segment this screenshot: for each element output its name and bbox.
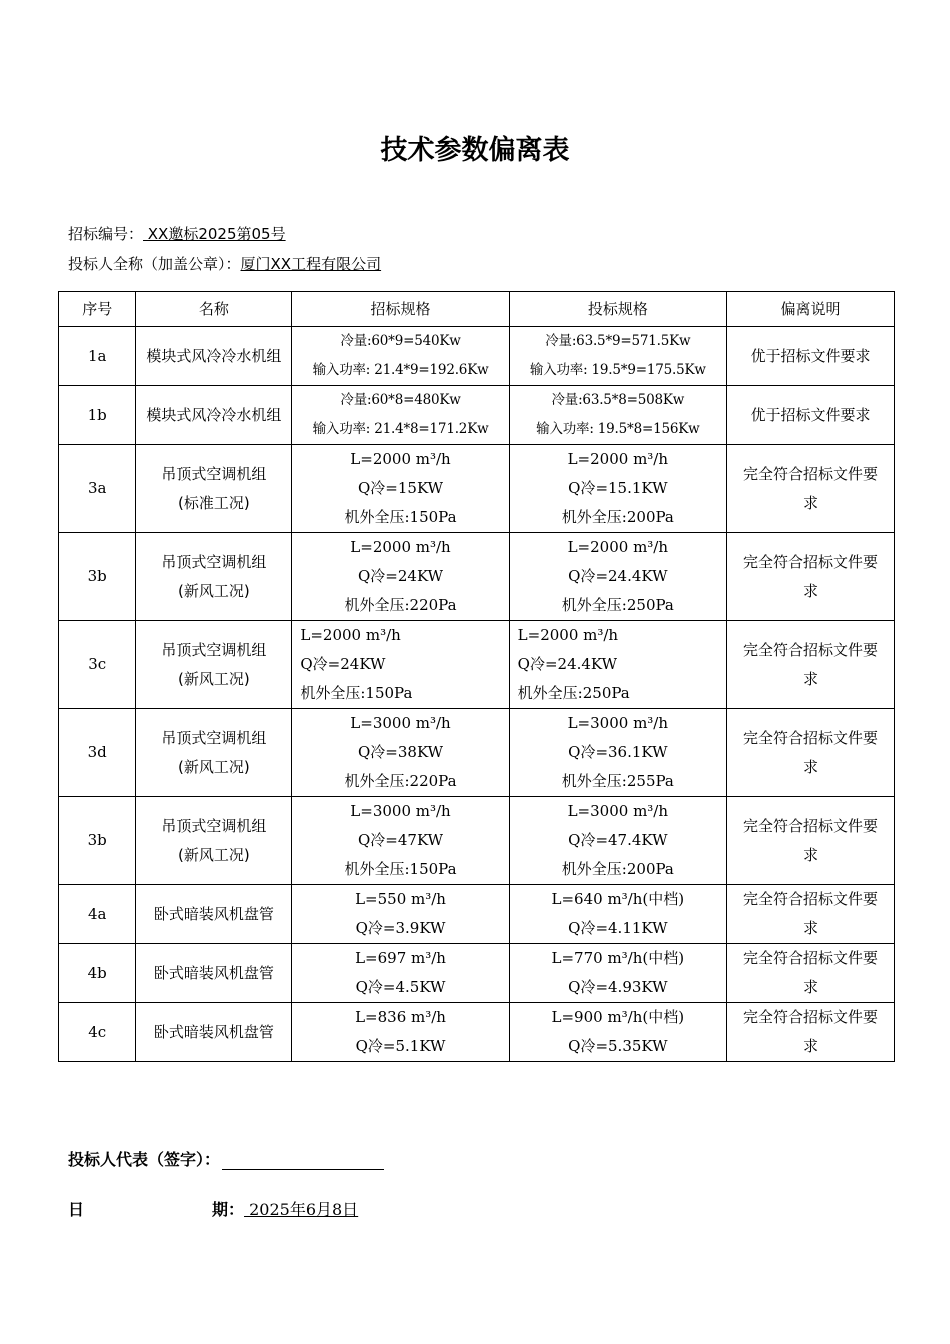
item-name: [136, 944, 292, 1003]
deviation-note-line: 完全符合招标文件要: [742, 949, 878, 967]
header-deviation: 偏离说明: [726, 292, 894, 327]
bid-spec-line: 机外全压:200Pa: [561, 860, 674, 878]
date-value: 2025年6月8日: [244, 1200, 359, 1219]
item-name: [136, 1003, 292, 1062]
tender-spec: [292, 386, 509, 445]
bidder-label: 投标人全称（加盖公章）：: [68, 255, 241, 273]
deviation-note: [726, 885, 894, 944]
bid-spec-line: L=3000 m³/h: [567, 802, 669, 820]
tender-spec-line: 机外全压:220Pa: [344, 772, 457, 790]
deviation-note-line: 求: [802, 757, 818, 776]
item-name-line: 模块式风冷冷水机组: [146, 405, 282, 424]
bid-spec-line: L=3000 m³/h: [567, 714, 669, 732]
tender-spec-line: L=2000 m³/h: [300, 626, 401, 644]
signature-blank: [222, 1151, 384, 1170]
bid-spec-line: L=640 m³/h(中档): [551, 890, 685, 908]
tender-spec-line: 输入功率: 21.4*8=171.2Kw: [312, 421, 489, 437]
bid-spec-line: L=2000 m³/h: [567, 450, 669, 468]
item-name: [136, 386, 292, 445]
deviation-note: [726, 386, 894, 445]
bid-spec-line: L=2000 m³/h: [567, 538, 669, 556]
item-name-line: 卧式暗装风机盘管: [153, 904, 274, 923]
item-name-line: 吊顶式空调机组: [161, 816, 267, 835]
bid-spec-line: Q冷=24.4KW: [517, 655, 618, 673]
row-number: 3d: [59, 709, 136, 797]
item-name-line: 吊顶式空调机组: [161, 728, 267, 747]
date-line: [68, 1197, 358, 1220]
bid-spec-line: 机外全压:250Pa: [561, 596, 674, 614]
tender-spec-line: 冷量:60*8=480Kw: [340, 392, 461, 408]
row-number: 4c: [59, 1003, 136, 1062]
bid-spec-line: 机外全压:200Pa: [561, 508, 674, 526]
tender-spec: [292, 797, 509, 885]
bid-spec-line: Q冷=4.11KW: [568, 919, 668, 937]
deviation-note-line: 求: [802, 669, 818, 688]
deviation-note: [726, 709, 894, 797]
item-name-line: (新风工况): [178, 581, 250, 600]
row-number: 3b: [59, 533, 136, 621]
deviation-note-line: 完全符合招标文件要: [742, 640, 878, 659]
tender-spec-line: Q冷=15KW: [358, 479, 444, 497]
date-label-period: 期：: [212, 1200, 245, 1219]
table-row: [59, 621, 895, 709]
bid-spec-line: Q冷=24.4KW: [568, 567, 668, 585]
bid-spec-line: 输入功率: 19.5*8=156Kw: [536, 421, 700, 437]
tender-spec-line: L=3000 m³/h: [350, 802, 451, 820]
tender-spec-line: 机外全压:150Pa: [344, 508, 457, 526]
tender-spec: [292, 445, 509, 533]
table-row: [59, 797, 895, 885]
item-name: [136, 445, 292, 533]
item-name-line: 卧式暗装风机盘管: [153, 963, 274, 982]
bid-spec: [509, 797, 726, 885]
table-header-row: [59, 292, 895, 327]
bid-number-line: [68, 223, 286, 244]
bid-spec-line: 输入功率: 19.5*9=175.5Kw: [529, 362, 706, 378]
item-name: [136, 709, 292, 797]
bid-spec: [509, 885, 726, 944]
signature-label: 投标人代表（签字）：: [68, 1150, 221, 1169]
tender-spec-line: Q冷=38KW: [358, 743, 444, 761]
deviation-note-line: 完全符合招标文件要: [742, 464, 878, 483]
bid-spec: [509, 533, 726, 621]
deviation-note-line: 求: [802, 978, 818, 996]
deviation-table: [58, 291, 895, 1062]
tender-spec: [292, 944, 509, 1003]
item-name-line: 吊顶式空调机组: [161, 464, 267, 483]
item-name-line: 吊顶式空调机组: [161, 552, 267, 571]
row-number: 4a: [59, 885, 136, 944]
bid-spec: [509, 709, 726, 797]
tender-spec-line: 机外全压:150Pa: [344, 860, 457, 878]
deviation-note-line: 完全符合招标文件要: [742, 890, 878, 908]
bid-spec-line: Q冷=47.4KW: [568, 831, 668, 849]
deviation-note-line: 求: [802, 1037, 818, 1055]
header-name: 名称: [136, 292, 292, 327]
table-row: [59, 445, 895, 533]
item-name: [136, 797, 292, 885]
deviation-note-line: 完全符合招标文件要: [742, 1008, 878, 1026]
row-number: 3c: [59, 621, 136, 709]
tender-spec: [292, 621, 509, 709]
deviation-note-line: 完全符合招标文件要: [742, 552, 878, 571]
bid-number-label: 招标编号：: [68, 225, 144, 243]
header-no: 序号: [59, 292, 136, 327]
deviation-note: [726, 327, 894, 386]
row-number: 1a: [59, 327, 136, 386]
deviation-note: [726, 621, 894, 709]
bid-spec-line: L=900 m³/h(中档): [551, 1008, 685, 1026]
bid-spec-line: L=2000 m³/h: [517, 626, 619, 644]
row-number: 3b: [59, 797, 136, 885]
tender-spec-line: 机外全压:150Pa: [300, 684, 413, 702]
tender-spec-line: Q冷=24KW: [300, 655, 386, 673]
deviation-note: [726, 445, 894, 533]
item-name-line: 吊顶式空调机组: [161, 640, 267, 659]
deviation-note-line: 完全符合招标文件要: [742, 728, 878, 747]
deviation-note-line: 优于招标文件要求: [750, 405, 871, 424]
bidder-value: 厦门XX工程有限公司: [240, 255, 382, 273]
tender-spec-line: 冷量:60*9=540Kw: [340, 333, 461, 349]
tender-spec-line: L=2000 m³/h: [350, 450, 451, 468]
item-name: [136, 621, 292, 709]
tender-spec: [292, 885, 509, 944]
table-row: [59, 533, 895, 621]
bid-spec-line: Q冷=5.35KW: [568, 1037, 668, 1055]
tender-spec-line: L=697 m³/h: [355, 949, 446, 967]
item-name-line: (新风工况): [178, 669, 250, 688]
deviation-note: [726, 1003, 894, 1062]
bid-spec: [509, 1003, 726, 1062]
tender-spec-line: Q冷=5.1KW: [355, 1037, 446, 1055]
deviation-note-line: 求: [802, 581, 818, 600]
header-bid-spec: 投标规格: [509, 292, 726, 327]
bid-spec-line: Q冷=36.1KW: [568, 743, 668, 761]
tender-spec: [292, 533, 509, 621]
bid-spec: [509, 327, 726, 386]
deviation-note: [726, 533, 894, 621]
bid-spec: [509, 386, 726, 445]
deviation-note-line: 优于招标文件要求: [750, 346, 871, 365]
date-label-day: 日: [68, 1200, 85, 1219]
header-tender-spec: 招标规格: [292, 292, 509, 327]
bid-spec: [509, 944, 726, 1003]
page-title: 技术参数偏离表: [380, 135, 570, 166]
tender-spec-line: L=836 m³/h: [355, 1008, 446, 1026]
deviation-note: [726, 797, 894, 885]
tender-spec-line: Q冷=24KW: [358, 567, 444, 585]
table-row: [59, 885, 895, 944]
row-number: 4b: [59, 944, 136, 1003]
item-name: [136, 885, 292, 944]
deviation-note-line: 求: [802, 845, 818, 864]
item-name: [136, 327, 292, 386]
tender-spec-line: Q冷=47KW: [358, 831, 444, 849]
tender-spec: [292, 709, 509, 797]
bid-spec-line: 机外全压:250Pa: [517, 684, 630, 702]
item-name-line: 卧式暗装风机盘管: [153, 1022, 274, 1041]
tender-spec: [292, 327, 509, 386]
item-name-line: (新风工况): [178, 845, 250, 864]
tender-spec-line: L=3000 m³/h: [350, 714, 451, 732]
item-name: [136, 533, 292, 621]
bid-spec-line: Q冷=4.93KW: [568, 978, 668, 996]
table-row: [59, 1003, 895, 1062]
item-name-line: 模块式风冷冷水机组: [146, 346, 282, 365]
deviation-note: [726, 944, 894, 1003]
bidder-line: [68, 253, 381, 274]
bid-spec-line: 冷量:63.5*8=508Kw: [551, 392, 685, 408]
table-row: [59, 386, 895, 445]
bid-spec-line: Q冷=15.1KW: [568, 479, 668, 497]
tender-spec-line: 输入功率: 21.4*9=192.6Kw: [312, 362, 489, 378]
row-number: 3a: [59, 445, 136, 533]
signature-line: [68, 1147, 384, 1170]
item-name-line: (标准工况): [178, 493, 250, 512]
tender-spec-line: Q冷=3.9KW: [355, 919, 446, 937]
tender-spec-line: Q冷=4.5KW: [355, 978, 446, 996]
tender-spec-line: 机外全压:220Pa: [344, 596, 457, 614]
deviation-note-line: 求: [802, 919, 818, 937]
bid-number-value: XX邀标2025第05号: [143, 225, 286, 243]
tender-spec-line: L=2000 m³/h: [350, 538, 451, 556]
deviation-note-line: 完全符合招标文件要: [742, 816, 878, 835]
bid-spec-line: 机外全压:255Pa: [561, 772, 674, 790]
bid-spec: [509, 621, 726, 709]
table-row: [59, 709, 895, 797]
item-name-line: (新风工况): [178, 757, 250, 776]
table-row: [59, 327, 895, 386]
bid-spec-line: 冷量:63.5*9=571.5Kw: [545, 333, 691, 349]
row-number: 1b: [59, 386, 136, 445]
tender-spec-line: L=550 m³/h: [355, 890, 446, 908]
bid-spec-line: L=770 m³/h(中档): [551, 949, 685, 967]
table-row: [59, 944, 895, 1003]
deviation-note-line: 求: [802, 493, 818, 512]
bid-spec: [509, 445, 726, 533]
tender-spec: [292, 1003, 509, 1062]
